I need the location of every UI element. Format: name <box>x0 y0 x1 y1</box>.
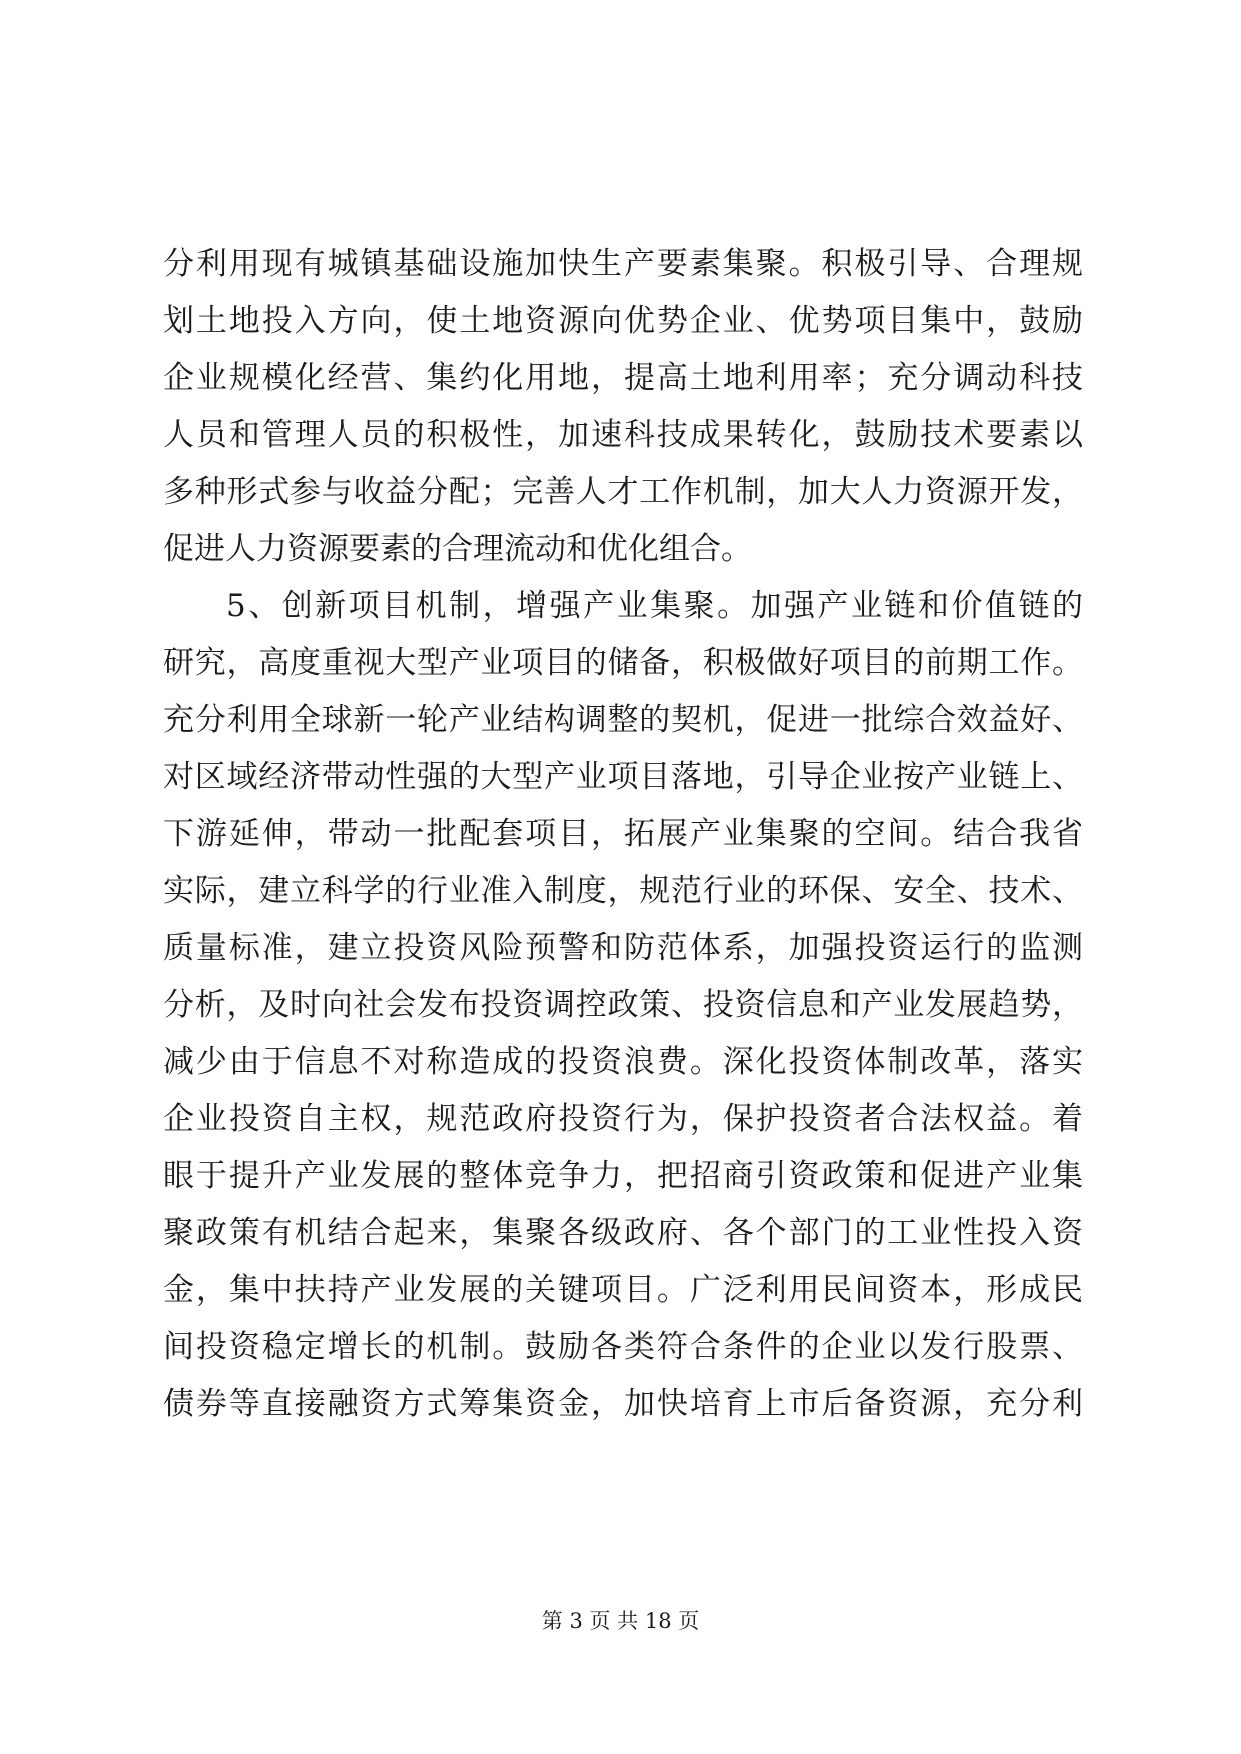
text-line: 聚政策有机结合起来，集聚各级政府、各个部门的工业性投入资 <box>163 1215 1083 1251</box>
text-line: 分析，及时向社会发布投资调控政策、投资信息和产业发展趋势， <box>163 987 1083 1023</box>
text-line: 对区域经济带动性强的大型产业项目落地，引导企业按产业链上、 <box>163 759 1083 795</box>
text-line: 眼于提升产业发展的整体竞争力，把招商引资政策和促进产业集 <box>163 1158 1083 1194</box>
text-line: 研究，高度重视大型产业项目的储备，积极做好项目的前期工作。 <box>163 645 1083 681</box>
text-line: 下游延伸，带动一批配套项目，拓展产业集聚的空间。结合我省 <box>163 816 1083 852</box>
text-line: 划土地投入方向，使土地资源向优势企业、优势项目集中，鼓励 <box>163 303 1083 339</box>
text-line: 实际，建立科学的行业准入制度，规范行业的环保、安全、技术、 <box>163 873 1083 909</box>
text-line: 人员和管理人员的积极性，加速科技成果转化，鼓励技术要素以 <box>163 417 1083 453</box>
text-line: 间投资稳定增长的机制。鼓励各类符合条件的企业以发行股票、 <box>163 1329 1083 1365</box>
text-line-paragraph-start: 5、创新项目机制，增强产业集聚。加强产业链和价值链的 <box>226 588 1083 624</box>
text-line: 企业规模化经营、集约化用地，提高土地利用率；充分调动科技 <box>163 360 1083 396</box>
text-line: 充分利用全球新一轮产业结构调整的契机，促进一批综合效益好、 <box>163 702 1083 738</box>
text-line: 多种形式参与收益分配；完善人才工作机制，加大人力资源开发， <box>163 474 1083 510</box>
text-line: 减少由于信息不对称造成的投资浪费。深化投资体制改革，落实 <box>163 1044 1083 1080</box>
text-line: 分利用现有城镇基础设施加快生产要素集聚。积极引导、合理规 <box>163 246 1083 282</box>
text-line: 促进人力资源要素的合理流动和优化组合。 <box>163 531 752 567</box>
text-line: 企业投资自主权，规范政府投资行为，保护投资者合法权益。着 <box>163 1101 1083 1137</box>
text-line: 债券等直接融资方式筹集资金，加快培育上市后备资源，充分利 <box>163 1386 1083 1422</box>
text-line: 金，集中扶持产业发展的关键项目。广泛利用民间资本，形成民 <box>163 1272 1083 1308</box>
page-footer: 第 3 页 共 18 页 <box>541 1609 700 1633</box>
text-line: 质量标准，建立投资风险预警和防范体系，加强投资运行的监测 <box>163 930 1083 966</box>
body-text <box>163 236 1083 1433</box>
